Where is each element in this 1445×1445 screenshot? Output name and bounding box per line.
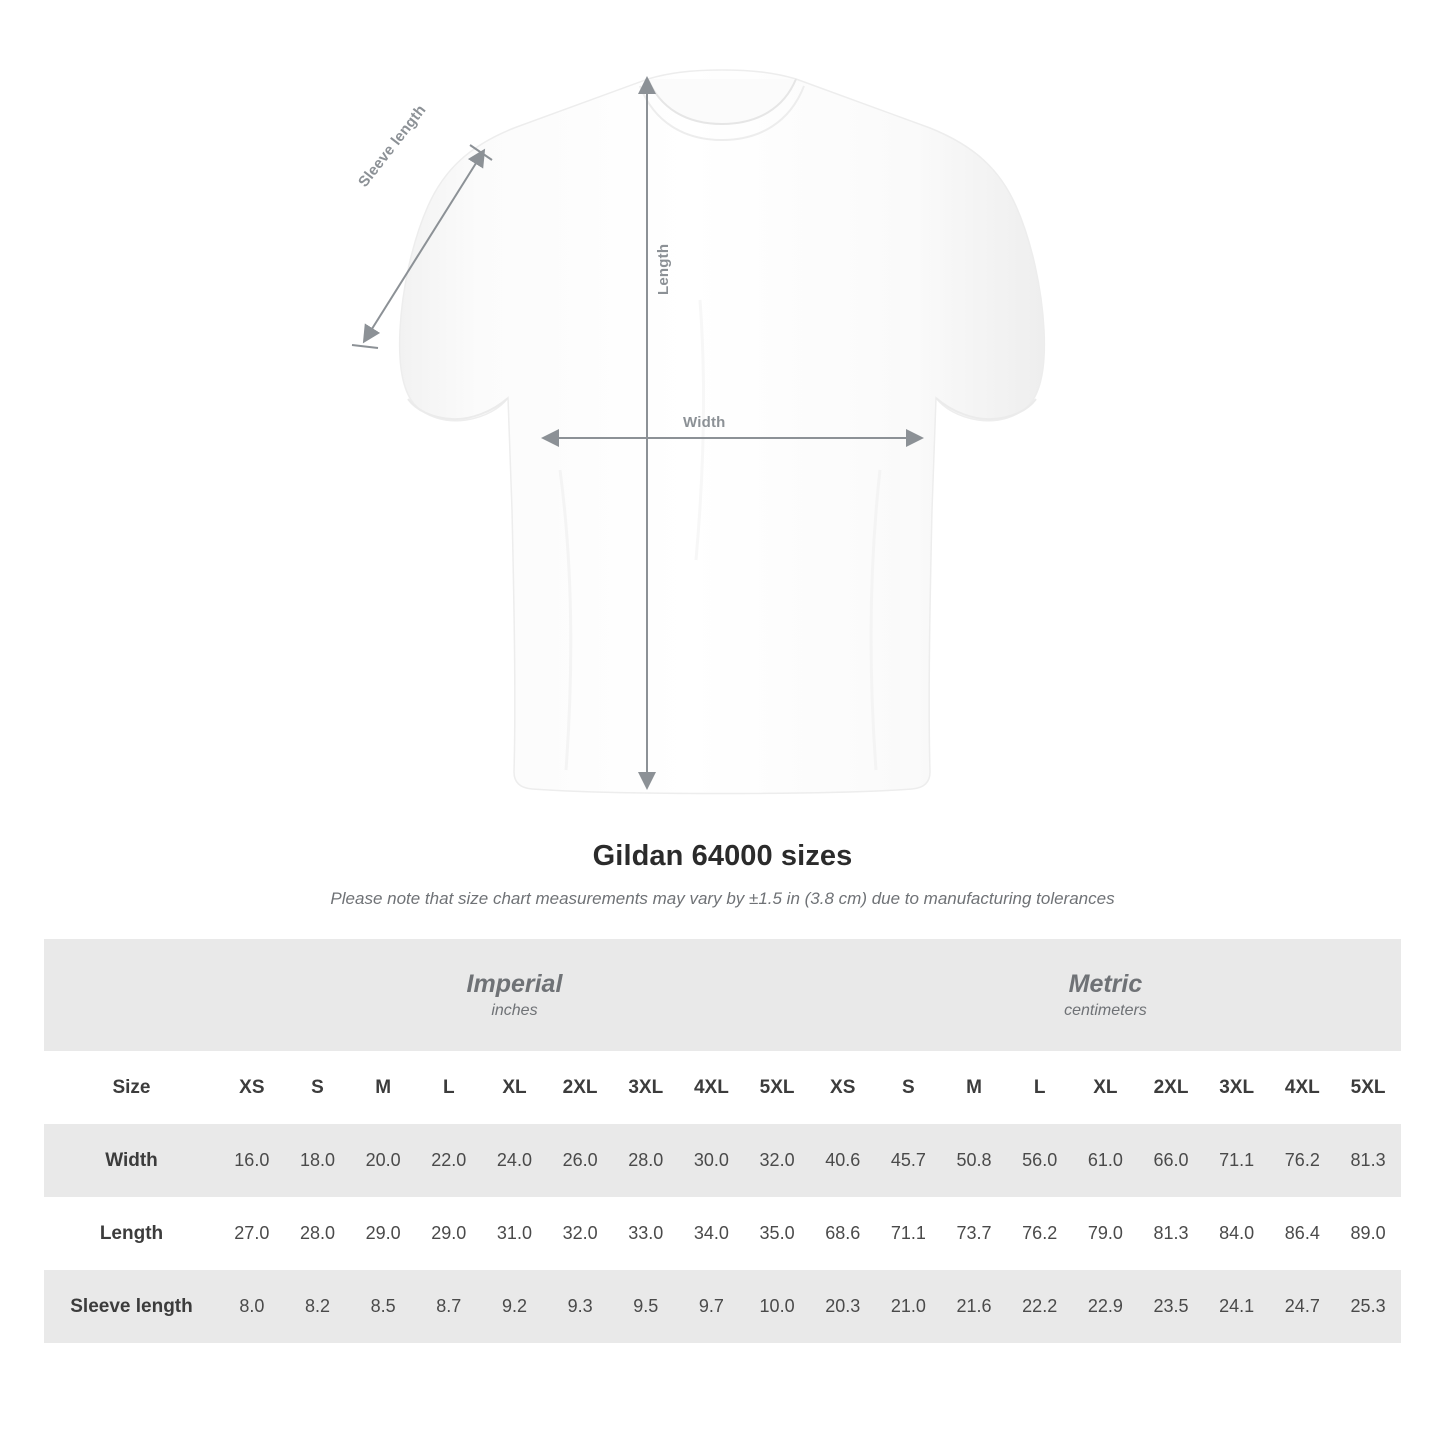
cell-width-imperial-5xl: 32.0	[744, 1124, 810, 1197]
cell-sleeve-metric-s: 21.0	[876, 1270, 942, 1343]
size-header-metric-4xl: 4XL	[1270, 1051, 1336, 1124]
cell-length-imperial-5xl: 35.0	[744, 1197, 810, 1270]
cell-width-metric-3xl: 71.1	[1204, 1124, 1270, 1197]
cell-sleeve-imperial-l: 8.7	[416, 1270, 482, 1343]
cell-width-metric-2xl: 66.0	[1138, 1124, 1204, 1197]
cell-sleeve-imperial-xl: 9.2	[482, 1270, 548, 1343]
size-header-metric-5xl: 5XL	[1335, 1051, 1401, 1124]
cell-length-metric-4xl: 86.4	[1270, 1197, 1336, 1270]
unit-imperial	[219, 939, 810, 1051]
size-header-metric-xs: XS	[810, 1051, 876, 1124]
cell-width-metric-m: 50.8	[941, 1124, 1007, 1197]
cell-sleeve-imperial-xs: 8.0	[219, 1270, 285, 1343]
unit-metric	[810, 939, 1401, 1051]
width-label: Width	[683, 414, 726, 431]
size-header-metric-2xl: 2XL	[1138, 1051, 1204, 1124]
size-header-imperial-xl: XL	[482, 1051, 548, 1124]
chart-header	[0, 840, 1445, 909]
size-header-imperial-s: S	[285, 1051, 351, 1124]
size-header-imperial-4xl: 4XL	[679, 1051, 745, 1124]
size-header-imperial-m: M	[350, 1051, 416, 1124]
size-header-label: Size	[44, 1051, 219, 1124]
cell-width-metric-xs: 40.6	[810, 1124, 876, 1197]
cell-width-imperial-4xl: 30.0	[679, 1124, 745, 1197]
cell-sleeve-metric-xs: 20.3	[810, 1270, 876, 1343]
cell-length-imperial-xl: 31.0	[482, 1197, 548, 1270]
cell-length-imperial-xs: 27.0	[219, 1197, 285, 1270]
cell-length-metric-xl: 79.0	[1073, 1197, 1139, 1270]
cell-length-imperial-m: 29.0	[350, 1197, 416, 1270]
size-header-imperial-2xl: 2XL	[547, 1051, 613, 1124]
table-row	[44, 1124, 1401, 1197]
size-header-metric-xl: XL	[1073, 1051, 1139, 1124]
row-label-length: Length	[44, 1197, 219, 1270]
cell-length-metric-s: 71.1	[876, 1197, 942, 1270]
cell-length-imperial-s: 28.0	[285, 1197, 351, 1270]
cell-length-imperial-4xl: 34.0	[679, 1197, 745, 1270]
unit-metric-sub: centimeters	[1064, 1002, 1147, 1020]
size-header-metric-s: S	[876, 1051, 942, 1124]
cell-sleeve-metric-5xl: 25.3	[1335, 1270, 1401, 1343]
cell-length-metric-5xl: 89.0	[1335, 1197, 1401, 1270]
cell-width-imperial-2xl: 26.0	[547, 1124, 613, 1197]
cell-width-metric-xl: 61.0	[1073, 1124, 1139, 1197]
cell-sleeve-metric-xl: 22.9	[1073, 1270, 1139, 1343]
size-header-metric-3xl: 3XL	[1204, 1051, 1270, 1124]
unit-imperial-sub: inches	[491, 1002, 538, 1020]
cell-sleeve-metric-2xl: 23.5	[1138, 1270, 1204, 1343]
cell-sleeve-imperial-5xl: 10.0	[744, 1270, 810, 1343]
length-label: Length	[655, 243, 672, 295]
unit-row-spacer	[44, 939, 219, 1051]
table-row	[44, 1270, 1401, 1343]
cell-width-imperial-m: 20.0	[350, 1124, 416, 1197]
unit-metric-name: Metric	[1068, 969, 1143, 998]
table-row	[44, 1197, 1401, 1270]
size-header-metric-l: L	[1007, 1051, 1073, 1124]
cell-length-imperial-3xl: 33.0	[613, 1197, 679, 1270]
sleeve-length-label: Sleeve length	[355, 101, 430, 191]
unit-imperial-name: Imperial	[466, 969, 563, 998]
size-header-metric-m: M	[941, 1051, 1007, 1124]
tolerance-note: Please note that size chart measurements may vary by ±1.5 in (3.8 cm) due to manufacturing tolerances	[330, 889, 1115, 908]
cell-width-metric-5xl: 81.3	[1335, 1124, 1401, 1197]
cell-width-imperial-s: 18.0	[285, 1124, 351, 1197]
cell-sleeve-imperial-3xl: 9.5	[613, 1270, 679, 1343]
cell-width-metric-4xl: 76.2	[1270, 1124, 1336, 1197]
cell-length-metric-xs: 68.6	[810, 1197, 876, 1270]
cell-sleeve-metric-4xl: 24.7	[1270, 1270, 1336, 1343]
size-header-imperial-l: L	[416, 1051, 482, 1124]
size-header-imperial-xs: XS	[219, 1051, 285, 1124]
cell-length-metric-3xl: 84.0	[1204, 1197, 1270, 1270]
page-title: Gildan 64000 sizes	[592, 840, 853, 872]
cell-length-metric-l: 76.2	[1007, 1197, 1073, 1270]
size-header-imperial-3xl: 3XL	[613, 1051, 679, 1124]
row-label-sleeve-length: Sleeve length	[44, 1270, 219, 1343]
cell-length-metric-2xl: 81.3	[1138, 1197, 1204, 1270]
size-header-row	[44, 1051, 1401, 1124]
cell-width-metric-s: 45.7	[876, 1124, 942, 1197]
cell-width-metric-l: 56.0	[1007, 1124, 1073, 1197]
cell-sleeve-metric-l: 22.2	[1007, 1270, 1073, 1343]
cell-sleeve-imperial-s: 8.2	[285, 1270, 351, 1343]
size-table-container	[44, 939, 1401, 1343]
unit-header-row	[44, 939, 1401, 1051]
cell-width-imperial-3xl: 28.0	[613, 1124, 679, 1197]
cell-sleeve-imperial-4xl: 9.7	[679, 1270, 745, 1343]
size-chart-table	[44, 939, 1401, 1343]
cell-sleeve-metric-3xl: 24.1	[1204, 1270, 1270, 1343]
cell-length-metric-m: 73.7	[941, 1197, 1007, 1270]
cell-sleeve-imperial-2xl: 9.3	[547, 1270, 613, 1343]
size-header-imperial-5xl: 5XL	[744, 1051, 810, 1124]
cell-width-imperial-xl: 24.0	[482, 1124, 548, 1197]
cell-width-imperial-l: 22.0	[416, 1124, 482, 1197]
row-label-width: Width	[44, 1124, 219, 1197]
cell-width-imperial-xs: 16.0	[219, 1124, 285, 1197]
cell-length-imperial-l: 29.0	[416, 1197, 482, 1270]
cell-sleeve-imperial-m: 8.5	[350, 1270, 416, 1343]
cell-sleeve-metric-m: 21.6	[941, 1270, 1007, 1343]
cell-length-imperial-2xl: 32.0	[547, 1197, 613, 1270]
shirt-shape	[400, 70, 1045, 794]
